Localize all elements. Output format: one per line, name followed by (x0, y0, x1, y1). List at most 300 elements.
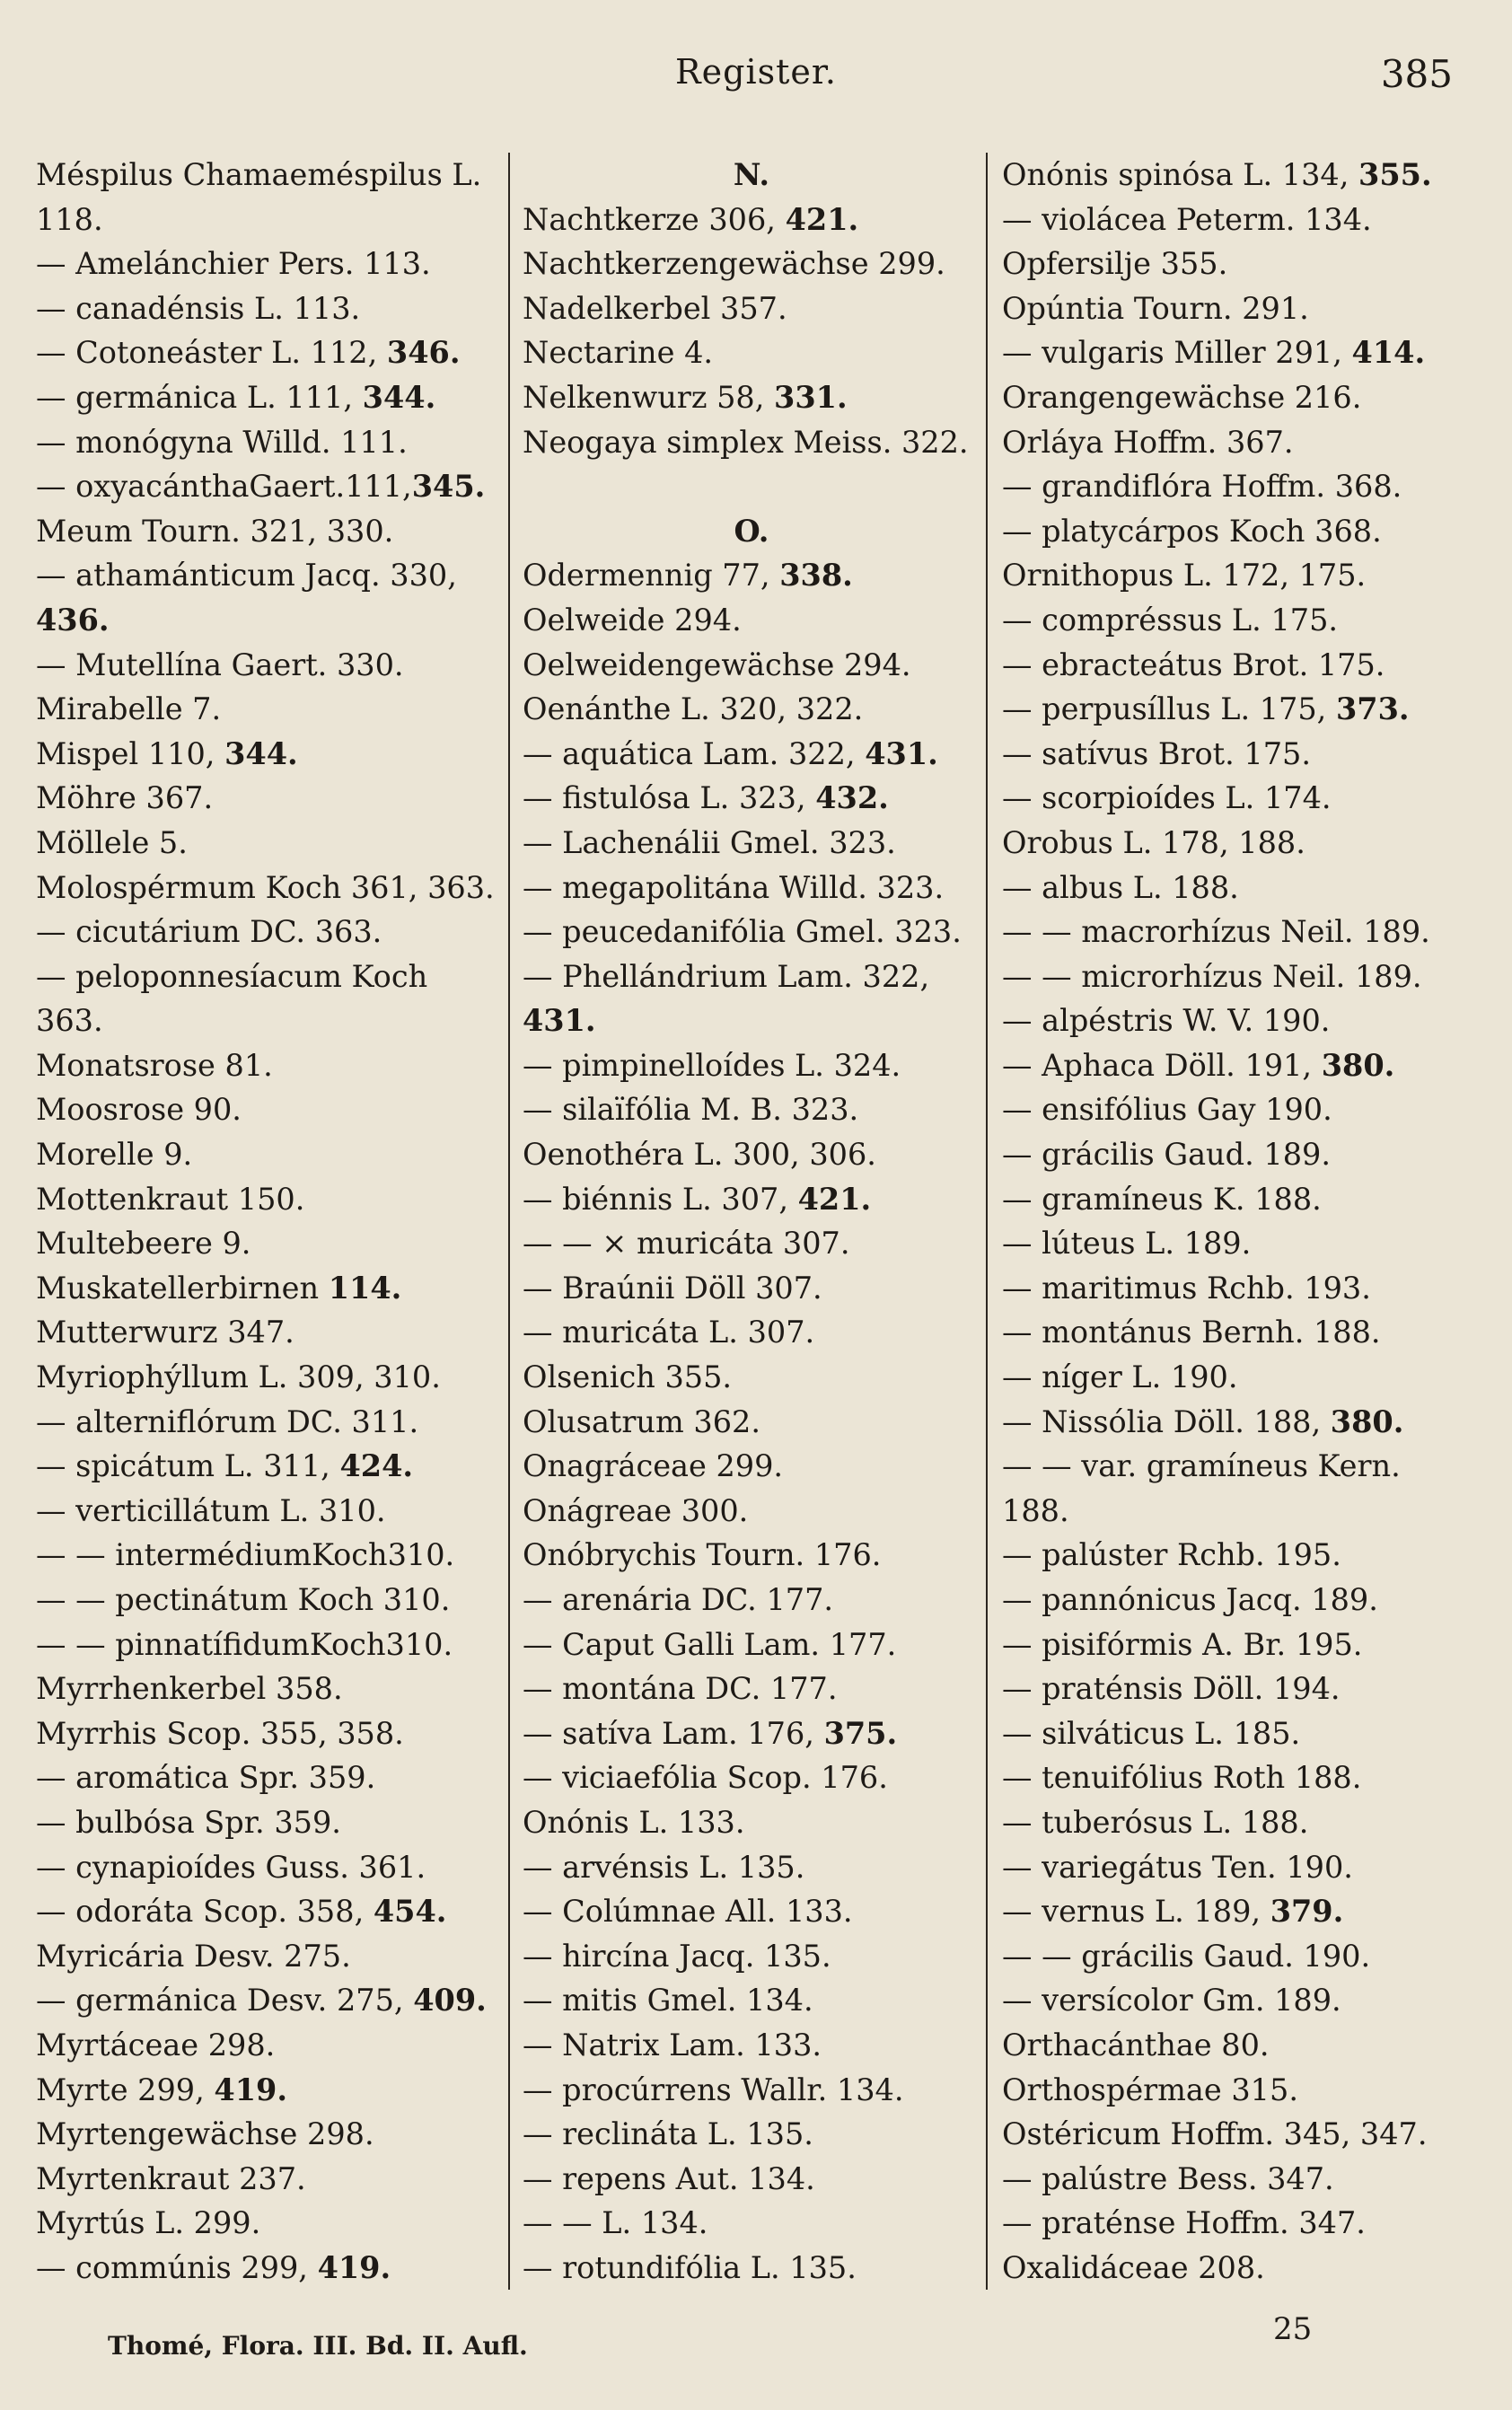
index-entry (1002, 598, 1478, 643)
entry-text: Mutterwurz 347. (36, 1315, 294, 1350)
entry-text: Mispel 110, (36, 735, 225, 771)
index-entry (1002, 866, 1478, 910)
index-entry (523, 821, 980, 866)
entry-text: Muskatellerbirnen (36, 1270, 329, 1306)
entry-text: — gramíneus K. 188. (1002, 1181, 1322, 1217)
entry-text: — procúrrens Wallr. 134. (523, 2071, 904, 2107)
entry-text: — bulbósa Spr. 359. (36, 1804, 341, 1840)
entry-text: — arenária DC. 177. (523, 1582, 834, 1617)
entry-text: Nadelkerbel 357. (523, 290, 787, 326)
index-entry (1002, 910, 1478, 954)
index-entry (1002, 242, 1478, 286)
entry-text: Monatsrose 81. (36, 1047, 273, 1083)
index-entry (1002, 153, 1478, 198)
entry-bold-page: 373. (1335, 691, 1410, 727)
entry-bold-page: 114. (328, 1270, 402, 1306)
entry-text: Oenothéra L. 300, 306. (523, 1137, 876, 1173)
index-entry (1002, 1623, 1478, 1667)
entry-text: — fistulósa L. 323, (523, 780, 816, 816)
entry-text: — Natrix Lam. 133. (523, 2027, 822, 2063)
entry-text: — — microrhízus Neil. 189. (1002, 958, 1422, 994)
index-entry (1002, 1087, 1478, 1132)
entry-bold-page: 344. (224, 735, 298, 771)
index-entry (36, 998, 503, 1043)
entry-text: — athamánticum Jacq. 330, (36, 558, 457, 594)
index-entry (523, 598, 980, 643)
entry-text: — Aphaca Döll. 191, (1002, 1047, 1322, 1083)
index-entry (523, 1400, 980, 1445)
entry-text: — viciaefólia Scop. 176. (523, 1760, 888, 1796)
index-entry (36, 866, 503, 910)
entry-text: Möllele 5. (36, 824, 188, 860)
index-entry (36, 2157, 503, 2202)
entry-text: — — pectinátum Koch 310. (36, 1582, 451, 1617)
index-entry (1002, 643, 1478, 688)
entry-text: — praténse Hoffm. 347. (1002, 2205, 1366, 2241)
entry-bold-page: 379. (1270, 1894, 1344, 1930)
index-entry (523, 1578, 980, 1623)
index-entry (523, 1266, 980, 1311)
entry-text: Orláya Hoffm. 367. (1002, 424, 1294, 460)
entry-text: — ebracteátus Brot. 175. (1002, 646, 1385, 682)
index-entry (523, 643, 980, 688)
index-entry (1002, 286, 1478, 331)
entry-text: — grácilis Gaud. 189. (1002, 1137, 1331, 1173)
section-heading (523, 509, 980, 554)
entry-text: — lúteus L. 189. (1002, 1226, 1252, 1262)
index-entry (1002, 1978, 1478, 2023)
index-entry (36, 1533, 503, 1578)
page-header (0, 52, 1512, 106)
index-entry (1002, 330, 1478, 375)
index-entry (523, 1711, 980, 1756)
entry-bold-page: 431. (523, 1003, 596, 1039)
index-entry (523, 866, 980, 910)
index-column-3 (1002, 153, 1478, 2291)
index-entry (1002, 553, 1478, 598)
entry-text: — satívus Brot. 175. (1002, 735, 1311, 771)
entry-text: Neogaya simplex Meiss. 322. (523, 424, 969, 460)
index-entry (1002, 1221, 1478, 1266)
index-entry (36, 375, 503, 420)
index-entry (523, 2157, 980, 2202)
entry-text: — pimpinelloídes L. 324. (523, 1047, 901, 1083)
index-entry (36, 1132, 503, 1177)
entry-text: Orangengewächse 216. (1002, 379, 1362, 415)
entry-text: — cynapioídes Guss. 361. (36, 1849, 426, 1885)
entry-text: — Amelánchier Pers. 113. (36, 246, 431, 282)
index-entry (1002, 821, 1478, 866)
entry-bold-page: 355. (1358, 157, 1432, 192)
index-entry (523, 1800, 980, 1845)
entry-text: — versícolor Gm. 189. (1002, 1983, 1341, 2019)
entry-text: — arvénsis L. 135. (523, 1849, 805, 1885)
entry-bold-page: 414. (1351, 335, 1426, 371)
column-divider (986, 153, 988, 2290)
entry-text: — ensifólius Gay 190. (1002, 1092, 1332, 1128)
entry-text: Nelkenwurz 58, (523, 379, 775, 415)
entry-text: Méspilus Chamaeméspilus L. (36, 157, 482, 192)
entry-text: — Nissólia Döll. 188, (1002, 1403, 1331, 1439)
index-entry (1002, 776, 1478, 821)
index-entry (523, 375, 980, 420)
entry-text: — repens Aut. 134. (523, 2160, 815, 2196)
entry-bold-page: 431. (865, 735, 938, 771)
index-entry (523, 1845, 980, 1890)
index-entry (36, 2201, 503, 2246)
entry-bold-page: 409. (413, 1983, 487, 2019)
index-columns (0, 153, 1512, 2326)
entry-text: — — macrorhízus Neil. 189. (1002, 914, 1430, 950)
entry-text: — megapolitána Willd. 323. (523, 869, 945, 905)
entry-text: Nachtkerze 306, (523, 201, 786, 237)
entry-text: Myrtenkraut 237. (36, 2160, 306, 2196)
entry-text: — Mutellína Gaert. 330. (36, 646, 404, 682)
entry-text: Opfersilje 355. (1002, 246, 1228, 282)
index-entry (36, 1623, 503, 1667)
entry-text: — germánica L. 111, (36, 379, 363, 415)
entry-text: Mottenkraut 150. (36, 1181, 305, 1217)
index-entry (523, 687, 980, 732)
index-entry (1002, 1889, 1478, 1934)
index-entry (36, 1845, 503, 1890)
index-entry (1002, 1800, 1478, 1845)
index-entry (36, 2023, 503, 2068)
index-entry (36, 2246, 503, 2291)
entry-text: Meum Tourn. 321, 330. (36, 513, 394, 549)
index-entry (1002, 1177, 1478, 1222)
entry-text: — aquática Lam. 322, (523, 735, 866, 771)
index-entry (36, 286, 503, 331)
index-entry (523, 2068, 980, 2113)
entry-text: — Lachenálii Gmel. 323. (523, 824, 896, 860)
entry-bold-page: 419. (214, 2071, 288, 2107)
index-entry (523, 1889, 980, 1934)
index-entry (523, 1755, 980, 1800)
index-entry (1002, 2246, 1478, 2291)
index-entry (36, 1711, 503, 1756)
index-entry (1002, 198, 1478, 242)
entry-text: — praténsis Döll. 194. (1002, 1671, 1341, 1707)
index-entry (1002, 1444, 1478, 1489)
index-entry (36, 1889, 503, 1934)
entry-text: Onóbrychis Tourn. 176. (523, 1537, 882, 1573)
entry-text: — pisifórmis A. Br. 195. (1002, 1626, 1363, 1662)
index-entry (523, 1934, 980, 1979)
entry-text: — — pinnatífidumKoch310. (36, 1626, 453, 1662)
entry-text: — hircína Jacq. 135. (523, 1938, 831, 1974)
index-entry (1002, 1400, 1478, 1445)
index-entry (36, 553, 503, 598)
entry-text: Onónis L. 133. (523, 1804, 745, 1840)
entry-text: — níger L. 190. (1002, 1359, 1238, 1395)
entry-text: — verticillátum L. 310. (36, 1492, 386, 1528)
entry-text: Oelweide 294. (523, 602, 742, 638)
footer-imprint: Thomé, Flora. III. Bd. II. Aufl. (108, 2331, 528, 2361)
entry-text: — — grácilis Gaud. 190. (1002, 1938, 1371, 1974)
index-entry (1002, 420, 1478, 465)
entry-text: Moosrose 90. (36, 1092, 242, 1128)
entry-bold-page: 345. (411, 469, 486, 505)
index-entry (36, 821, 503, 866)
entry-text: — monógyna Willd. 111. (36, 424, 408, 460)
index-entry (523, 2246, 980, 2291)
entry-text: Molospérmum Koch 361, 363. (36, 869, 495, 905)
signature-mark: 25 (1273, 2311, 1313, 2347)
entry-text: — oxyacánthaGaert.111, (36, 469, 412, 505)
index-entry (36, 1221, 503, 1266)
spacer (523, 464, 980, 509)
entry-text: Olusatrum 362. (523, 1403, 760, 1439)
index-entry (1002, 2068, 1478, 2113)
entry-text: Morelle 9. (36, 1137, 193, 1173)
entry-bold-page: 424. (339, 1448, 414, 1484)
index-entry (523, 330, 980, 375)
index-entry (523, 2112, 980, 2157)
entry-text: O. (734, 513, 769, 549)
index-entry (36, 1978, 503, 2023)
index-entry (1002, 1355, 1478, 1400)
index-entry (36, 2112, 503, 2157)
column-divider (508, 153, 510, 2290)
entry-text: — vulgaris Miller 291, (1002, 335, 1352, 371)
entry-text: — satíva Lam. 176, (523, 1715, 824, 1751)
index-entry (1002, 1711, 1478, 1756)
entry-text: — albus L. 188. (1002, 869, 1239, 905)
entry-text: Oxalidáceae 208. (1002, 2249, 1265, 2285)
entry-text: Orthacánthae 80. (1002, 2027, 1270, 2063)
entry-text: — perpusíllus L. 175, (1002, 691, 1336, 727)
entry-text: Myriophýllum L. 309, 310. (36, 1359, 441, 1395)
entry-text: N. (733, 157, 770, 192)
index-entry (1002, 954, 1478, 999)
index-entry (1002, 1667, 1478, 1711)
index-entry (36, 598, 503, 643)
entry-text: Myrtengewächse 298. (36, 2116, 374, 2152)
index-entry (36, 776, 503, 821)
entry-text: Orthospérmae 315. (1002, 2071, 1298, 2107)
index-entry (1002, 687, 1478, 732)
index-entry (36, 242, 503, 286)
index-entry (1002, 1755, 1478, 1800)
index-entry (36, 643, 503, 688)
index-entry (36, 910, 503, 954)
entry-text: — montána DC. 177. (523, 1671, 838, 1707)
index-entry (36, 687, 503, 732)
index-entry (1002, 1533, 1478, 1578)
entry-text: — platycárpos Koch 368. (1002, 513, 1382, 549)
index-entry (523, 1177, 980, 1222)
index-entry (523, 1667, 980, 1711)
entry-text: — Phellándrium Lam. 322, (523, 958, 930, 994)
entry-text: — grandiflóra Hoffm. 368. (1002, 469, 1402, 505)
entry-bold-page: 421. (785, 201, 859, 237)
entry-text: 363. (36, 1003, 103, 1039)
index-entry (36, 2068, 503, 2113)
index-entry (36, 954, 503, 999)
entry-text: — peloponnesíacum Koch (36, 958, 428, 994)
index-entry (523, 1221, 980, 1266)
index-entry (1002, 1578, 1478, 1623)
index-entry (523, 1310, 980, 1355)
entry-text: — violácea Peterm. 134. (1002, 201, 1372, 237)
index-entry (523, 1132, 980, 1177)
index-entry (1002, 2201, 1478, 2246)
entry-text: — pannónicus Jacq. 189. (1002, 1582, 1378, 1617)
entry-text: — germánica Desv. 275, (36, 1983, 414, 2019)
entry-text: — cicutárium DC. 363. (36, 914, 382, 950)
index-entry (523, 286, 980, 331)
index-entry (1002, 1489, 1478, 1534)
entry-bold-page: 432. (815, 780, 889, 816)
entry-bold-page: 331. (774, 379, 848, 415)
running-title: Register. (675, 52, 837, 92)
entry-bold-page: 454. (373, 1894, 447, 1930)
entry-text: Onágreae 300. (523, 1492, 749, 1528)
entry-text: — — L. 134. (523, 2205, 708, 2241)
index-entry (523, 198, 980, 242)
entry-text: Opúntia Tourn. 291. (1002, 290, 1309, 326)
index-entry (523, 1355, 980, 1400)
entry-text: Orobus L. 178, 188. (1002, 824, 1305, 860)
index-entry (1002, 1310, 1478, 1355)
index-entry (1002, 1934, 1478, 1979)
index-entry (523, 1489, 980, 1534)
index-entry (1002, 375, 1478, 420)
entry-text: Ostéricum Hoffm. 345, 347. (1002, 2116, 1428, 2152)
index-entry (523, 242, 980, 286)
index-entry (523, 2201, 980, 2246)
entry-text: — silváticus L. 185. (1002, 1715, 1301, 1751)
index-entry (523, 420, 980, 465)
index-entry (523, 776, 980, 821)
entry-bold-page: 338. (779, 558, 853, 594)
entry-text: — spicátum L. 311, (36, 1448, 340, 1484)
entry-text: — vernus L. 189, (1002, 1894, 1270, 1930)
entry-text: Möhre 367. (36, 780, 214, 816)
index-entry (36, 1934, 503, 1979)
entry-text: Myrtús L. 299. (36, 2205, 261, 2241)
index-entry (523, 910, 980, 954)
index-entry (523, 1043, 980, 1088)
index-entry (523, 1533, 980, 1578)
entry-text: — — var. gramíneus Kern. (1002, 1448, 1401, 1484)
entry-text: — canadénsis L. 113. (36, 290, 361, 326)
index-entry (36, 420, 503, 465)
index-entry (36, 1266, 503, 1311)
entry-text: — palúster Rchb. 195. (1002, 1537, 1341, 1573)
entry-text: Odermennig 77, (523, 558, 780, 594)
entry-bold-page: 380. (1330, 1403, 1404, 1439)
entry-text: — maritimus Rchb. 193. (1002, 1270, 1371, 1306)
entry-text: Myrrhenkerbel 358. (36, 1671, 343, 1707)
index-entry (523, 998, 980, 1043)
entry-bold-page: 346. (386, 335, 461, 371)
entry-text: — Colúmnae All. 133. (523, 1894, 853, 1930)
entry-text: Myrtáceae 298. (36, 2027, 276, 2063)
index-entry (523, 954, 980, 999)
entry-bold-page: 421. (797, 1181, 872, 1217)
index-entry (36, 1400, 503, 1445)
index-entry (523, 553, 980, 598)
entry-text: Oelweidengewächse 294. (523, 646, 911, 682)
entry-text: — Cotoneáster L. 112, (36, 335, 387, 371)
entry-bold-page: 436. (36, 602, 110, 638)
index-entry (1002, 732, 1478, 777)
index-entry (36, 1489, 503, 1534)
entry-text: Nectarine 4. (523, 335, 714, 371)
index-column-2 (523, 153, 980, 2291)
entry-text: — tenuifólius Roth 188. (1002, 1760, 1362, 1796)
entry-text: Multebeere 9. (36, 1226, 251, 1262)
entry-text: — compréssus L. 175. (1002, 602, 1339, 638)
entry-text: Myrrhis Scop. 355, 358. (36, 1715, 404, 1751)
index-entry (1002, 1266, 1478, 1311)
index-entry (1002, 509, 1478, 554)
entry-text: — peucedanifólia Gmel. 323. (523, 914, 962, 950)
index-entry (1002, 464, 1478, 509)
index-entry (36, 464, 503, 509)
entry-text: Oenánthe L. 320, 322. (523, 691, 864, 727)
index-entry (1002, 2157, 1478, 2202)
entry-text: Mirabelle 7. (36, 691, 222, 727)
index-entry (36, 153, 503, 198)
index-entry (36, 198, 503, 242)
index-entry (36, 1444, 503, 1489)
entry-text: — commúnis 299, (36, 2249, 318, 2285)
entry-text: — rotundifólia L. 135. (523, 2249, 857, 2285)
index-column-1 (36, 153, 503, 2291)
index-entry (36, 1043, 503, 1088)
entry-text: Myrte 299, (36, 2071, 215, 2107)
index-entry (1002, 998, 1478, 1043)
entry-text: Olsenich 355. (523, 1359, 733, 1395)
index-entry (36, 509, 503, 554)
index-entry (36, 1800, 503, 1845)
page-number: 385 (1380, 52, 1453, 96)
entry-text: — montánus Bernh. 188. (1002, 1315, 1381, 1350)
index-entry (36, 1755, 503, 1800)
index-entry (36, 1177, 503, 1222)
entry-text: — tuberósus L. 188. (1002, 1804, 1309, 1840)
entry-text: 118. (36, 201, 103, 237)
entry-text: — alpéstris W. V. 190. (1002, 1003, 1331, 1039)
section-heading (523, 153, 980, 198)
entry-text: — palústre Bess. 347. (1002, 2160, 1334, 2196)
index-entry (36, 732, 503, 777)
entry-text: Onónis spinósa L. 134, (1002, 157, 1359, 192)
entry-text: Myricária Desv. 275. (36, 1938, 351, 1974)
index-entry (36, 1355, 503, 1400)
index-entry (523, 1087, 980, 1132)
index-entry (1002, 1132, 1478, 1177)
index-entry (36, 1578, 503, 1623)
entry-text: Nachtkerzengewächse 299. (523, 246, 945, 282)
entry-text: — odoráta Scop. 358, (36, 1894, 374, 1930)
entry-text: — silaïfólia M. B. 323. (523, 1092, 859, 1128)
entry-text: — biénnis L. 307, (523, 1181, 798, 1217)
entry-text: — muricáta L. 307. (523, 1315, 815, 1350)
index-entry (1002, 2023, 1478, 2068)
index-entry (36, 1667, 503, 1711)
entry-text: — aromática Spr. 359. (36, 1760, 376, 1796)
index-entry (523, 732, 980, 777)
entry-text: — mitis Gmel. 134. (523, 1983, 813, 2019)
index-entry (1002, 1845, 1478, 1890)
entry-text: — variegátus Ten. 190. (1002, 1849, 1353, 1885)
index-entry (36, 1310, 503, 1355)
index-entry (523, 2023, 980, 2068)
